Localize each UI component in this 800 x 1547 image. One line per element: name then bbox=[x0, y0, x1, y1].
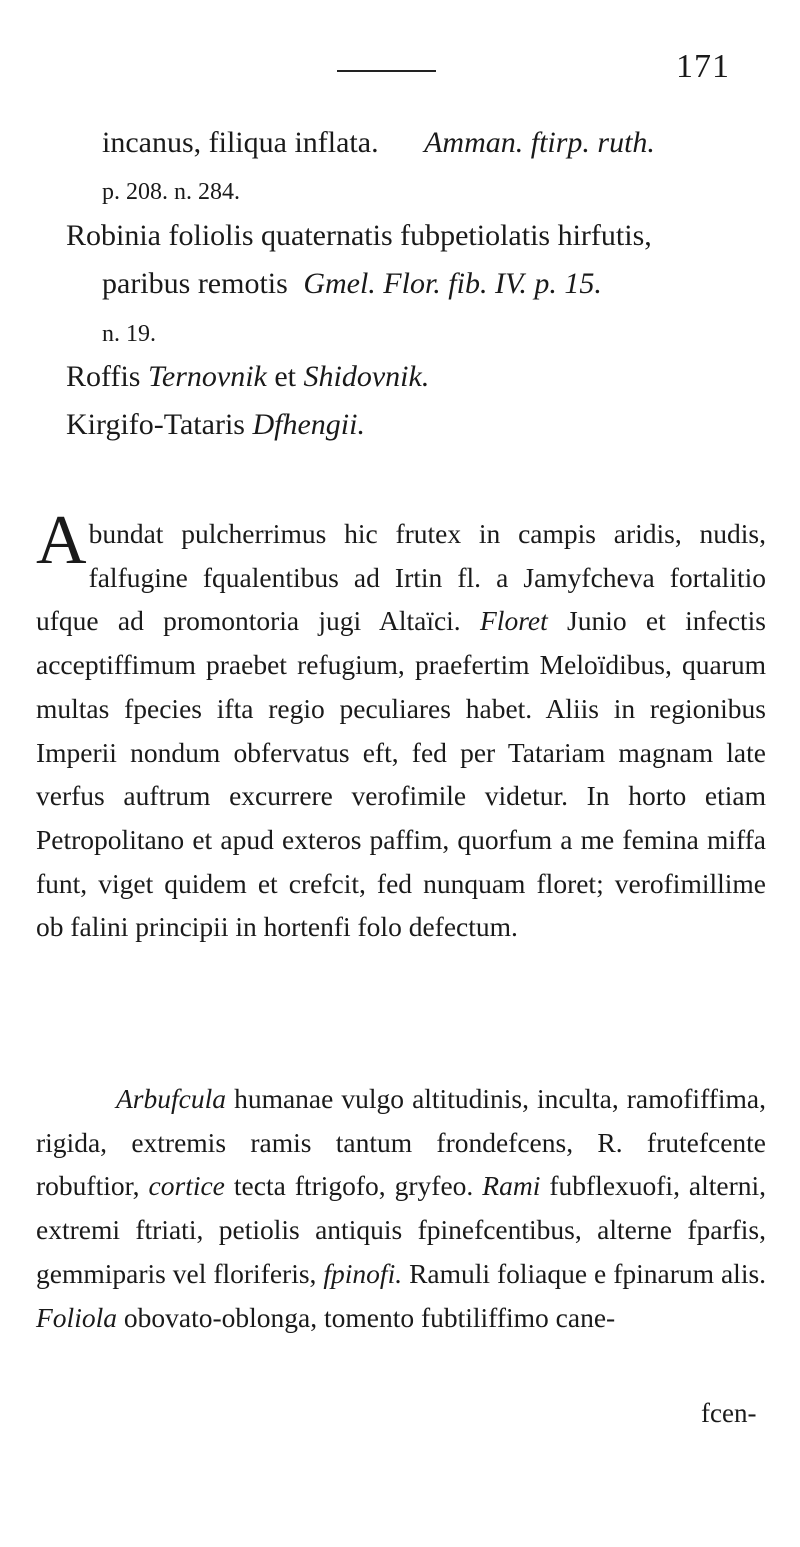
vernacular-name-italic: Shidovnik. bbox=[303, 360, 430, 393]
synonym-line-1 bbox=[102, 123, 655, 163]
paragraph-text: fubflexuofi, alterni, extremi ftriati, petiolis antiquis fpinefcentibus, alterne fparfis, gemmiparis vel floriferis, bbox=[36, 1170, 767, 1289]
paragraph-text: obovato-oblonga, tomento fubtiliffimo cane- bbox=[123, 1301, 616, 1333]
drop-cap: A bbox=[36, 502, 87, 579]
synonym-text: Roffis bbox=[66, 360, 141, 393]
page-number: 171 bbox=[676, 48, 730, 85]
synonym-line-4 bbox=[102, 264, 602, 304]
citation-italic: Amman. ftirp. ruth. bbox=[424, 126, 655, 159]
term-italic: Arbufcula bbox=[116, 1083, 226, 1114]
synonym-line-2: p. 208. n. 284. bbox=[102, 179, 240, 205]
synonym-text: paribus remotis bbox=[102, 267, 288, 300]
vernacular-name-italic: Ternovnik bbox=[147, 360, 267, 393]
paragraph-description bbox=[36, 1077, 766, 1339]
synonym-text: incanus, filiqua inflata. bbox=[102, 126, 379, 159]
paragraph-habitat bbox=[36, 502, 767, 949]
term-italic: fpinofi. bbox=[323, 1257, 403, 1289]
paragraph-text: Ramuli foliaque e fpinarum alis. bbox=[409, 1257, 767, 1289]
paragraph-italic: Floret bbox=[480, 605, 548, 637]
term-italic: Rami bbox=[482, 1170, 541, 1202]
term-italic: Foliola bbox=[36, 1301, 117, 1333]
synonym-line-6 bbox=[66, 357, 429, 397]
synonym-line-5: n. 19. bbox=[102, 321, 156, 347]
vernacular-name-italic: Dfhengii. bbox=[252, 408, 365, 441]
catchword: fcen- bbox=[701, 1398, 757, 1428]
term-italic: cortice bbox=[148, 1170, 225, 1202]
synonym-text: et bbox=[274, 360, 297, 393]
synonym-line-3: Robinia foliolis quaternatis fubpetiolatis hirfutis, bbox=[66, 219, 652, 252]
synonym-text: Kirgifo-Tataris bbox=[66, 408, 245, 441]
paragraph-text: Junio et infectis acceptiffimum praebet refugium, praefertim Meloïdibus, quarum multas fpecies ifta regio peculiares habet. Aliis in regionibus Imperii nondum obfervatus eft, fed per Tatariam magnam late verfus auftrum excurrere verofimile videtur. In horto etiam Petropolitano et apud exteros paffim, quorfum a me femina miffa funt, viget quidem et crefcit, fed nunquam floret; verofimillime ob falini principii in hortenfi folo defectum. bbox=[36, 605, 767, 943]
paragraph-text: humanae vulgo altitudinis, inculta, ramofiffima, rigida, extremis ramis tantum frondefcens, R. frutefcente robuftior, bbox=[36, 1083, 767, 1202]
paragraph-text: tecta ftrigofo, gryfeo. bbox=[233, 1170, 474, 1202]
citation-italic: Gmel. Flor. fib. IV. p. 15. bbox=[303, 267, 602, 300]
header-rule bbox=[337, 70, 436, 72]
synonym-line-7 bbox=[66, 405, 365, 445]
paragraph-text: bundat pulcherrimus hic frutex in campis aridis, nudis, falfugine fqualentibus ad Irtin fl. a Jamyfcheva fortalitio ufque ad promontoria jugi Altaïci. bbox=[36, 518, 766, 637]
